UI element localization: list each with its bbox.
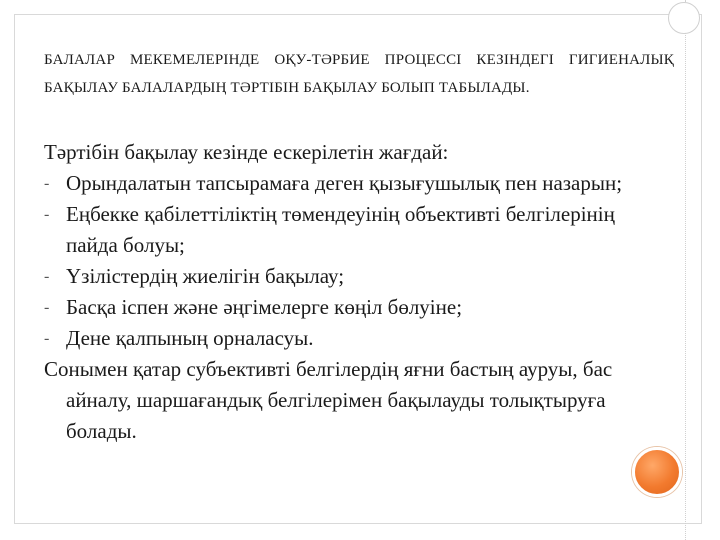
list-item-text: Үзілістердің жиелігін бақылау; [66,264,345,288]
slide-title: БАЛАЛАР МЕКЕМЕЛЕРІНДЕ ОҚУ-ТӘРБИЕ ПРОЦЕССІ КЕЗІНДЕГІ ГИГИЕНАЛЫҚ БАҚЫЛАУ БАЛАЛАРДЫҢ ТӘРТІБІН БАҚЫЛАУ БОЛЫП ТАБЫЛАДЫ. [44,52,674,96]
list-item-text: Басқа іспен және әңгімелерге көңіл бөлуіне; [66,295,463,319]
list-item [44,199,664,261]
dash-marker: - [44,175,50,192]
intro-text: Тәртібін бақылау кезінде ескерілетін жағдай: [44,140,449,164]
list-item-text: Дене қалпының орналасуы. [66,326,314,350]
list-item-text: Еңбекке қабілеттіліктің төмендеуінің объективті белгілерінің пайда болуы; [66,202,615,257]
list-item [44,323,664,354]
list-item [44,261,664,292]
list-item [44,168,664,199]
dash-marker: - [44,299,50,316]
list-item [44,292,664,323]
dash-marker: - [44,206,50,223]
slide-body [44,137,664,447]
bullet-list [44,168,664,354]
decorative-circle-top [668,2,700,34]
dash-marker: - [44,268,50,285]
list-item-text: Орындалатын тапсырамаға деген қызығушылық пен назарын; [66,171,623,195]
dash-marker: - [44,330,50,347]
closing-text: Сонымен қатар субъективті белгілердің яғни бастың ауруы, бас айналу, шаршағандық белгілерімен бақылауды толықтыруға болады. [44,357,613,443]
decorative-orange-circle [632,447,682,497]
decorative-rail [685,0,686,540]
